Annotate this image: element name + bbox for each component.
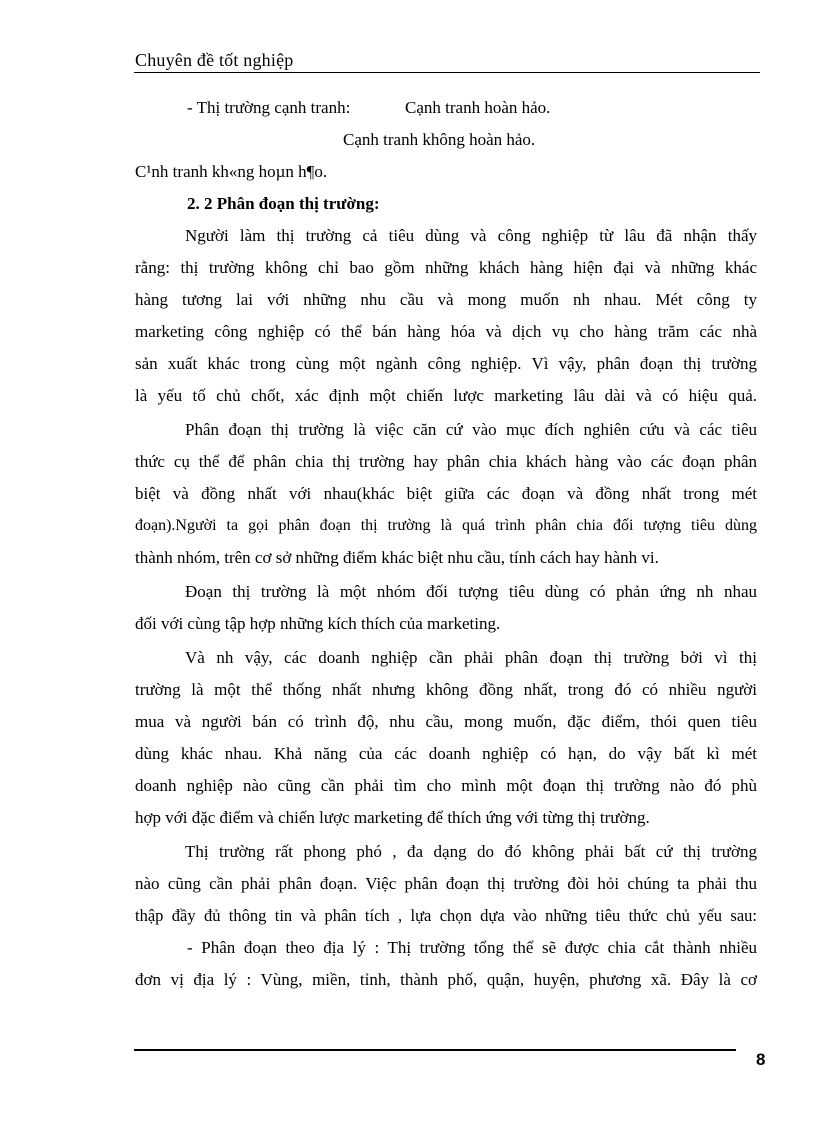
paragraph-line: đối với cùng tập hợp những kích thích của marketing. xyxy=(135,614,501,633)
paragraph-line: biệt và đồng nhất với nhau(khác biệt giữa các đoạn và đồng nhất trong mét xyxy=(135,484,757,503)
paragraph-line: nào cũng cần phải phân đoạn. Việc phân đoạn thị trường đòi hỏi chúng ta phải thu xyxy=(135,874,757,893)
footer-divider xyxy=(134,1049,736,1051)
paragraph-line: là yếu tố chủ chốt, xác định một chiến lược marketing lâu dài và có hiệu quả. xyxy=(135,386,757,405)
competition-type-imperfect: Cạnh tranh không hoàn hảo. xyxy=(343,130,536,149)
paragraph-line: thức cụ thể để phân chia thị trường hay phân chia khách hàng vào các đoạn phân xyxy=(135,452,757,471)
paragraph-line: Người làm thị trường cả tiêu dùng và công nghiệp từ lâu đã nhận thấy xyxy=(185,226,757,245)
paragraph-line: mua và người bán có trình độ, nhu cầu, mong muốn, đặc điểm, thói quen tiêu xyxy=(135,712,757,731)
paragraph-line: hợp với đặc điểm và chiến lược marketing để thích ứng với từng thị trường. xyxy=(135,808,650,827)
paragraph-line: Thị trường rất phong phó , đa dạng do đó không phải bất cứ thị trường xyxy=(185,842,757,861)
paragraph-line: thập đầy đủ thông tin và phân tích , lựa chọn dựa vào những tiêu thức chủ yếu sau: xyxy=(135,906,757,925)
header-divider xyxy=(134,72,760,73)
paragraph-line: sản xuất khác trong cùng một ngành công nghiệp. Vì vậy, phân đoạn thị trường xyxy=(135,354,757,373)
paragraph-line: - Phân đoạn theo địa lý : Thị trường tổng thể sẽ được chia cắt thành nhiều xyxy=(187,938,757,957)
garbled-text-line: C¹nh tranh kh«ng hoµn h¶o. xyxy=(135,162,328,181)
paragraph-line: rằng: thị trường không chỉ bao gồm những khách hàng hiện đại và những khác xyxy=(135,258,757,277)
page-number: 8 xyxy=(756,1050,766,1069)
paragraph-line: thành nhóm, trên cơ sở những điểm khác biệt nhu cầu, tính cách hay hành vi. xyxy=(135,548,659,567)
paragraph-line: đơn vị địa lý : Vùng, miền, tỉnh, thành phố, quận, huyện, phương xã. Đây là cơ xyxy=(135,970,757,989)
paragraph-line: Phân đoạn thị trường là việc căn cứ vào mục đích nghiên cứu và các tiêu xyxy=(185,420,757,439)
section-heading: 2. 2 Phân đoạn thị trường: xyxy=(187,194,380,213)
competition-type-perfect: Cạnh tranh hoàn hảo. xyxy=(405,98,551,117)
paragraph-line: marketing công nghiệp có thể bán hàng hóa và dịch vụ cho hàng trăm các nhà xyxy=(135,322,757,341)
paragraph-line: Đoạn thị trường là một nhóm đối tượng tiêu dùng có phản ứng nh nhau xyxy=(185,582,757,601)
paragraph-line: đoạn).Người ta gọi phân đoạn thị trường là quá trình phân chia đối tượng tiêu dùng xyxy=(135,517,757,534)
paragraph-line: Và nh vậy, các doanh nghiệp cần phải phân đoạn thị trường bởi vì thị xyxy=(185,648,757,667)
paragraph-line: hàng tương lai với những nhu cầu và mong muốn nh nhau. Mét công ty xyxy=(135,290,757,309)
paragraph-line: trường là một thể thống nhất nhưng không đồng nhất, trong đó có nhiều người xyxy=(135,680,757,699)
competition-label: - Thị trường cạnh tranh: xyxy=(187,98,351,117)
paragraph-line: dùng khác nhau. Khả năng của các doanh nghiệp có hạn, do vậy bất kì mét xyxy=(135,744,757,763)
document-header-title: Chuyên đề tốt nghiệp xyxy=(135,50,294,70)
paragraph-line: doanh nghiệp nào cũng cần phải tìm cho mình một đoạn thị trường nào đó phù xyxy=(135,776,757,795)
